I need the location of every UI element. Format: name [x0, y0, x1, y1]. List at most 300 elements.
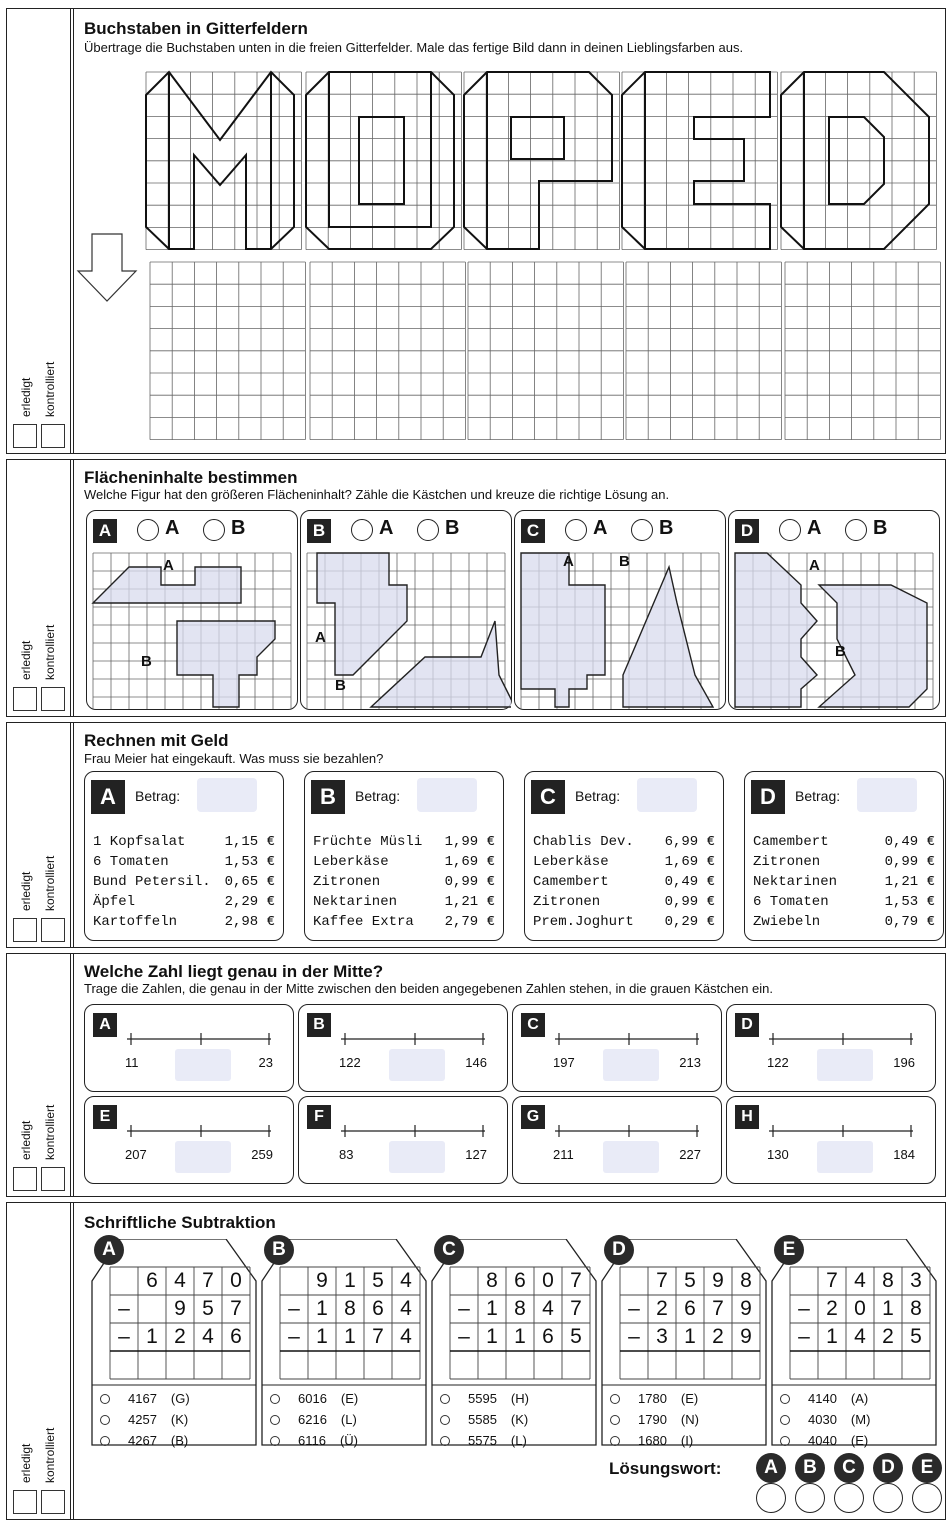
- option-a-radio[interactable]: [137, 519, 159, 541]
- digit-cell: 1: [684, 1325, 696, 1348]
- answer-value: 4167: [128, 1391, 157, 1406]
- midpoint-answer-box[interactable]: [817, 1141, 873, 1173]
- midpoint-answer-box[interactable]: [175, 1049, 231, 1081]
- left-number: 211: [553, 1147, 574, 1162]
- receipt-item-name: Camembert: [533, 874, 609, 890]
- digit-cell: 8: [910, 1297, 922, 1320]
- answer-option[interactable]: [780, 1412, 870, 1427]
- section-money: [6, 722, 946, 948]
- answer-value: 1780: [638, 1391, 667, 1406]
- amount-label: Betrag:: [355, 788, 401, 804]
- receipt-panel-b: [304, 771, 504, 941]
- status-column: [7, 1203, 71, 1519]
- receipt-item-price: 1,21 €: [444, 894, 495, 910]
- answer-letter: (E): [680, 1391, 699, 1406]
- checked-label: kontrolliert: [43, 361, 57, 417]
- midpoint-panel-d: [726, 1004, 936, 1092]
- panel-letter-badge: H: [735, 1105, 759, 1129]
- done-checkbox[interactable]: [13, 424, 37, 448]
- receipt-item-price: 0,79 €: [884, 914, 935, 930]
- answer-value: 4030: [808, 1412, 837, 1427]
- receipt-item-price: 1,69 €: [444, 854, 495, 870]
- figure-a-label: A: [809, 557, 820, 574]
- answer-radio[interactable]: [100, 1394, 110, 1404]
- solution-word-label: Lösungswort:: [609, 1459, 722, 1478]
- option-b-label: B: [231, 517, 246, 539]
- digit-cell: 1: [146, 1325, 158, 1348]
- checked-checkbox[interactable]: [41, 1490, 65, 1514]
- digit-cell: 6: [684, 1297, 696, 1320]
- midpoint-panel-a: [84, 1004, 294, 1092]
- done-label: erledigt: [19, 640, 33, 680]
- number-line: [339, 1029, 489, 1049]
- section-title: Buchstaben in Gitterfeldern: [84, 19, 308, 38]
- receipt-item-name: Prem.Joghurt: [533, 914, 634, 930]
- answer-radio[interactable]: [100, 1415, 110, 1425]
- section-title: Flächeninhalte bestimmen: [84, 468, 298, 487]
- answer-option[interactable]: [610, 1433, 693, 1448]
- receipt-item-name: 6 Tomaten: [93, 854, 169, 870]
- right-number: 227: [679, 1147, 701, 1162]
- answer-value: 5585: [468, 1412, 497, 1427]
- answer-radio[interactable]: [440, 1436, 450, 1446]
- digit-cell: 0: [854, 1297, 866, 1320]
- digit-cell: 4: [400, 1297, 412, 1320]
- done-checkbox[interactable]: [13, 687, 37, 711]
- receipt-item-price: 0,49 €: [664, 874, 715, 890]
- answer-option[interactable]: [270, 1433, 358, 1448]
- answer-radio[interactable]: [610, 1415, 620, 1425]
- receipt-item-name: 6 Tomaten: [753, 894, 829, 910]
- answer-letter: (M): [850, 1412, 871, 1427]
- solution-letter-badge: D: [873, 1453, 903, 1483]
- solution-letter-input[interactable]: [912, 1483, 942, 1513]
- option-b-label: B: [659, 517, 674, 539]
- digit-cell: –: [628, 1325, 640, 1348]
- digit-cell: 7: [826, 1269, 838, 1292]
- receipt-item-name: 1 Kopfsalat: [93, 834, 186, 850]
- empty-copy-grid[interactable]: [626, 262, 781, 440]
- empty-copy-grid[interactable]: [785, 262, 940, 440]
- number-line: [125, 1121, 275, 1141]
- section-instruction: Übertrage die Buchstaben unten in die freien Gitterfelder. Male das fertige Bild dann in deinen Lieblingsfarben aus.: [84, 40, 744, 55]
- midpoint-answer-box[interactable]: [175, 1141, 231, 1173]
- answer-letter: (N): [680, 1412, 699, 1427]
- figure-b-label: B: [835, 643, 846, 660]
- task-letter-badge: A: [94, 1235, 124, 1265]
- right-number: 196: [893, 1055, 915, 1070]
- digit-cell: 0: [542, 1269, 554, 1292]
- digit-cell: 6: [542, 1325, 554, 1348]
- number-line: [553, 1121, 703, 1141]
- checked-label: kontrolliert: [43, 855, 57, 911]
- answer-option[interactable]: [610, 1391, 698, 1406]
- digit-cell: 9: [740, 1325, 752, 1348]
- digit-cell: 2: [826, 1297, 838, 1320]
- amount-label: Betrag:: [575, 788, 621, 804]
- receipt-item-name: Leberkäse: [533, 854, 609, 870]
- answer-radio[interactable]: [100, 1436, 110, 1446]
- digit-cell: 7: [570, 1269, 582, 1292]
- digit-cell: –: [798, 1297, 810, 1320]
- digit-cell: 8: [486, 1269, 498, 1292]
- digit-cell: –: [458, 1297, 470, 1320]
- answer-option[interactable]: [100, 1412, 188, 1427]
- receipt-item-name: Bund Petersil.: [93, 874, 211, 890]
- answer-radio[interactable]: [440, 1415, 450, 1425]
- option-b-radio[interactable]: [845, 519, 867, 541]
- digit-cell: 7: [656, 1269, 668, 1292]
- panel-letter-badge: B: [311, 780, 345, 814]
- left-number: 207: [125, 1147, 147, 1162]
- receipt-item-name: Zitronen: [753, 854, 821, 870]
- answer-radio[interactable]: [780, 1415, 790, 1425]
- section-instruction: Welche Figur hat den größeren Flächeninhalt? Zähle die Kästchen und kreuze die richtige Lösung an.: [84, 487, 670, 502]
- answer-value: 1790: [638, 1412, 667, 1427]
- digit-cell: 1: [344, 1269, 356, 1292]
- option-a-label: A: [593, 517, 608, 539]
- digit-cell: 7: [712, 1297, 724, 1320]
- answer-value: 6216: [298, 1412, 327, 1427]
- arrow-down-icon: [78, 234, 136, 301]
- empty-copy-grid[interactable]: [150, 262, 305, 440]
- answer-radio[interactable]: [610, 1394, 620, 1404]
- answer-letter: (A): [850, 1391, 869, 1406]
- digit-cell: 3: [656, 1325, 668, 1348]
- digit-cell: 5: [372, 1269, 384, 1292]
- digit-cell: 4: [542, 1297, 554, 1320]
- receipt-item-price: 1,99 €: [444, 834, 495, 850]
- amount-input[interactable]: [197, 778, 257, 812]
- answer-letter: (L): [340, 1412, 357, 1427]
- section-areas: [6, 459, 946, 717]
- empty-copy-grid[interactable]: [310, 262, 465, 440]
- amount-input[interactable]: [857, 778, 917, 812]
- digit-cell: 8: [882, 1269, 894, 1292]
- receipt-item-price: 1,53 €: [224, 854, 275, 870]
- number-line: [767, 1121, 917, 1141]
- answer-value: 6116: [298, 1433, 326, 1448]
- task-letter-badge: C: [434, 1235, 464, 1265]
- digit-cell: –: [628, 1297, 640, 1320]
- digit-cell: 4: [400, 1325, 412, 1348]
- areas-content: [73, 460, 945, 716]
- answer-radio[interactable]: [440, 1394, 450, 1404]
- figure-a-label: A: [163, 557, 174, 574]
- answer-option[interactable]: [440, 1391, 529, 1406]
- digit-cell: 5: [202, 1297, 214, 1320]
- answer-radio[interactable]: [270, 1436, 280, 1446]
- solution-letter-input[interactable]: [795, 1483, 825, 1513]
- area-grid: [91, 549, 297, 709]
- solution-letter-input[interactable]: [873, 1483, 903, 1513]
- digit-cell: 7: [570, 1297, 582, 1320]
- answer-value: 4040: [808, 1433, 837, 1448]
- digit-cell: –: [458, 1325, 470, 1348]
- answer-option[interactable]: [780, 1391, 868, 1406]
- midpoint-answer-box[interactable]: [389, 1049, 445, 1081]
- figure-a-label: A: [315, 629, 326, 646]
- done-checkbox[interactable]: [13, 1490, 37, 1514]
- digit-cell: 9: [712, 1269, 724, 1292]
- digit-cell: 0: [230, 1269, 242, 1292]
- task-letter-badge: D: [604, 1235, 634, 1265]
- right-number: 259: [251, 1147, 273, 1162]
- digit-cell: –: [288, 1297, 300, 1320]
- answer-letter: (L): [510, 1433, 527, 1448]
- midpoint-panel-e: [84, 1096, 294, 1184]
- receipt-item-price: 0,99 €: [884, 854, 935, 870]
- digit-cell: –: [118, 1297, 130, 1320]
- area-panel-d: [728, 510, 940, 710]
- amount-input[interactable]: [637, 778, 697, 812]
- digit-cell: 1: [826, 1325, 838, 1348]
- answer-option[interactable]: [100, 1391, 190, 1406]
- panel-letter-badge: B: [307, 1013, 331, 1037]
- right-number: 127: [465, 1147, 487, 1162]
- midpoint-answer-box[interactable]: [603, 1049, 659, 1081]
- status-column: [7, 460, 71, 716]
- status-column: [7, 954, 71, 1196]
- answer-letter: (K): [510, 1412, 529, 1427]
- panel-letter-badge: D: [751, 780, 785, 814]
- receipt-item-name: Nektarinen: [753, 874, 838, 890]
- number-line: [553, 1029, 703, 1049]
- digit-cell: 9: [316, 1269, 328, 1292]
- solution-letter-input[interactable]: [756, 1483, 786, 1513]
- number-line: [767, 1029, 917, 1049]
- section-title: Welche Zahl liegt genau in der Mitte?: [84, 962, 384, 981]
- answer-value: 4257: [128, 1412, 157, 1427]
- area-panel-b: [300, 510, 512, 710]
- done-label: erledigt: [19, 1120, 33, 1160]
- digit-cell: 1: [486, 1325, 498, 1348]
- receipt-item-name: Kaffee Extra: [313, 914, 414, 930]
- solution-letter-input[interactable]: [834, 1483, 864, 1513]
- checked-checkbox[interactable]: [41, 687, 65, 711]
- option-b-radio[interactable]: [417, 519, 439, 541]
- receipt-item-name: Äpfel: [93, 894, 136, 910]
- receipt-item-price: 1,15 €: [224, 834, 275, 850]
- left-number: 122: [767, 1055, 789, 1070]
- digit-cell: 7: [202, 1269, 214, 1292]
- midpoint-panel-h: [726, 1096, 936, 1184]
- right-number: 213: [679, 1055, 701, 1070]
- receipt-item-name: Chablis Dev.: [533, 834, 634, 850]
- answer-radio[interactable]: [270, 1415, 280, 1425]
- digit-cell: –: [288, 1325, 300, 1348]
- digit-cell: 1: [344, 1325, 356, 1348]
- midpoint-answer-box[interactable]: [817, 1049, 873, 1081]
- receipt-panel-a: [84, 771, 284, 941]
- option-b-radio[interactable]: [203, 519, 225, 541]
- option-a-radio[interactable]: [565, 519, 587, 541]
- panel-letter-badge: C: [521, 1013, 545, 1037]
- right-number: 146: [465, 1055, 487, 1070]
- option-a-label: A: [807, 517, 822, 539]
- panel-letter-badge: A: [93, 519, 117, 543]
- subtraction-content: [73, 1203, 945, 1519]
- task-letter-badge: E: [774, 1235, 804, 1265]
- solution-letter-badge: C: [834, 1453, 864, 1483]
- answer-option[interactable]: [440, 1412, 528, 1427]
- receipt-item-name: Zitronen: [533, 894, 601, 910]
- digit-cell: 5: [910, 1325, 922, 1348]
- option-b-label: B: [445, 517, 460, 539]
- panel-letter-badge: D: [735, 1013, 759, 1037]
- digit-cell: 9: [174, 1297, 186, 1320]
- number-line: [339, 1121, 489, 1141]
- checked-checkbox[interactable]: [41, 918, 65, 942]
- empty-copy-grid[interactable]: [468, 262, 623, 440]
- status-column: [7, 723, 71, 947]
- amount-label: Betrag:: [135, 788, 181, 804]
- section-letters: [6, 8, 946, 454]
- left-number: 197: [553, 1055, 575, 1070]
- section-title: Schriftliche Subtraktion: [84, 1213, 276, 1232]
- answer-option[interactable]: [100, 1433, 188, 1448]
- digit-cell: 6: [146, 1269, 158, 1292]
- digit-cell: 6: [514, 1269, 526, 1292]
- answer-radio[interactable]: [780, 1394, 790, 1404]
- figure-b-label: B: [619, 553, 630, 570]
- answer-letter: (K): [170, 1412, 189, 1427]
- answer-option[interactable]: [610, 1412, 699, 1427]
- amount-input[interactable]: [417, 778, 477, 812]
- digit-cell: 1: [882, 1297, 894, 1320]
- answer-option[interactable]: [440, 1433, 527, 1448]
- digit-cell: 9: [740, 1297, 752, 1320]
- digit-cell: 1: [486, 1297, 498, 1320]
- option-b-radio[interactable]: [631, 519, 653, 541]
- answer-value: 1680: [638, 1433, 667, 1448]
- receipt-item-name: Kartoffeln: [93, 914, 178, 930]
- digit-cell: 5: [684, 1269, 696, 1292]
- answer-value: 4140: [808, 1391, 837, 1406]
- digit-cell: 1: [514, 1325, 526, 1348]
- checked-checkbox[interactable]: [41, 424, 65, 448]
- answer-value: 5595: [468, 1391, 497, 1406]
- receipt-item-name: Leberkäse: [313, 854, 389, 870]
- left-number: 11: [125, 1055, 139, 1070]
- checked-checkbox[interactable]: [41, 1167, 65, 1191]
- solution-letter-badge: B: [795, 1453, 825, 1483]
- receipt-item-name: Zitronen: [313, 874, 381, 890]
- midpoint-panel-c: [512, 1004, 722, 1092]
- section-instruction: Frau Meier hat eingekauft. Was muss sie bezahlen?: [84, 751, 384, 766]
- panel-letter-badge: C: [531, 780, 565, 814]
- midpoint-panel-f: [298, 1096, 508, 1184]
- area-panel-c: [514, 510, 726, 710]
- answer-letter: (H): [510, 1391, 529, 1406]
- digit-cell: 8: [344, 1297, 356, 1320]
- area-grid: [733, 549, 939, 709]
- answer-option[interactable]: [780, 1433, 868, 1448]
- digit-cell: 2: [174, 1325, 186, 1348]
- answer-letter: (B): [170, 1433, 189, 1448]
- digit-cell: 4: [174, 1269, 186, 1292]
- option-a-radio[interactable]: [351, 519, 373, 541]
- option-a-label: A: [379, 517, 394, 539]
- panel-letter-badge: F: [307, 1105, 331, 1129]
- figure-b-label: B: [335, 677, 346, 694]
- answer-option[interactable]: [270, 1391, 358, 1406]
- digit-cell: 4: [400, 1269, 412, 1292]
- done-checkbox[interactable]: [13, 918, 37, 942]
- receipt-item-price: 2,98 €: [224, 914, 275, 930]
- section-title: Rechnen mit Geld: [84, 731, 229, 750]
- answer-option[interactable]: [270, 1412, 357, 1427]
- panel-letter-badge: E: [93, 1105, 117, 1129]
- panel-letter-badge: D: [735, 519, 759, 543]
- figure-a-label: A: [563, 553, 574, 570]
- answer-letter: (E): [850, 1433, 869, 1448]
- midpoint-panel-b: [298, 1004, 508, 1092]
- figure-b-label: B: [141, 653, 152, 670]
- answer-radio[interactable]: [610, 1436, 620, 1446]
- digit-cell: 5: [570, 1325, 582, 1348]
- midpoint-answer-box[interactable]: [389, 1141, 445, 1173]
- digit-cell: 6: [230, 1325, 242, 1348]
- answer-letter: (Ü): [339, 1433, 359, 1448]
- option-a-radio[interactable]: [779, 519, 801, 541]
- task-letter-badge: B: [264, 1235, 294, 1265]
- receipt-item-price: 0,65 €: [224, 874, 275, 890]
- digit-cell: 3: [910, 1269, 922, 1292]
- receipt-item-name: Zwiebeln: [753, 914, 821, 930]
- midpoint-answer-box[interactable]: [603, 1141, 659, 1173]
- receipt-item-price: 0,99 €: [664, 894, 715, 910]
- digit-cell: 4: [854, 1325, 866, 1348]
- done-checkbox[interactable]: [13, 1167, 37, 1191]
- digit-cell: 2: [656, 1297, 668, 1320]
- answer-letter: (I): [680, 1433, 694, 1448]
- answer-value: 6016: [298, 1391, 327, 1406]
- answer-radio[interactable]: [270, 1394, 280, 1404]
- done-label: erledigt: [19, 871, 33, 911]
- option-a-label: A: [165, 517, 180, 539]
- answer-radio[interactable]: [780, 1436, 790, 1446]
- receipt-item-price: 1,53 €: [884, 894, 935, 910]
- receipt-item-name: Nektarinen: [313, 894, 398, 910]
- left-number: 83: [339, 1147, 354, 1162]
- receipt-item-name: Früchte Müsli: [313, 834, 423, 850]
- answer-value: 5575: [468, 1433, 497, 1448]
- digit-cell: 8: [514, 1297, 526, 1320]
- receipt-item-price: 2,29 €: [224, 894, 275, 910]
- checked-label: kontrolliert: [43, 1104, 57, 1160]
- digit-cell: 1: [316, 1297, 328, 1320]
- receipt-item-price: 1,21 €: [884, 874, 935, 890]
- midpoint-panel-g: [512, 1096, 722, 1184]
- digit-cell: 4: [202, 1325, 214, 1348]
- right-number: 184: [893, 1147, 915, 1162]
- panel-letter-badge: A: [93, 1013, 117, 1037]
- right-number: 23: [258, 1055, 273, 1070]
- receipt-panel-d: [744, 771, 944, 941]
- receipt-item-name: Camembert: [753, 834, 829, 850]
- number-line: [125, 1029, 275, 1049]
- panel-letter-badge: G: [521, 1105, 545, 1129]
- checked-label: kontrolliert: [43, 1427, 57, 1483]
- section-instruction: Trage die Zahlen, die genau in der Mitte zwischen den beiden angegebenen Zahlen stehen, in die grauen Kästchen ein.: [84, 981, 773, 996]
- left-number: 130: [767, 1147, 789, 1162]
- done-label: erledigt: [19, 377, 33, 417]
- left-number: 122: [339, 1055, 361, 1070]
- digit-cell: 7: [230, 1297, 242, 1320]
- money-content: [73, 723, 945, 947]
- answer-letter: (E): [340, 1391, 359, 1406]
